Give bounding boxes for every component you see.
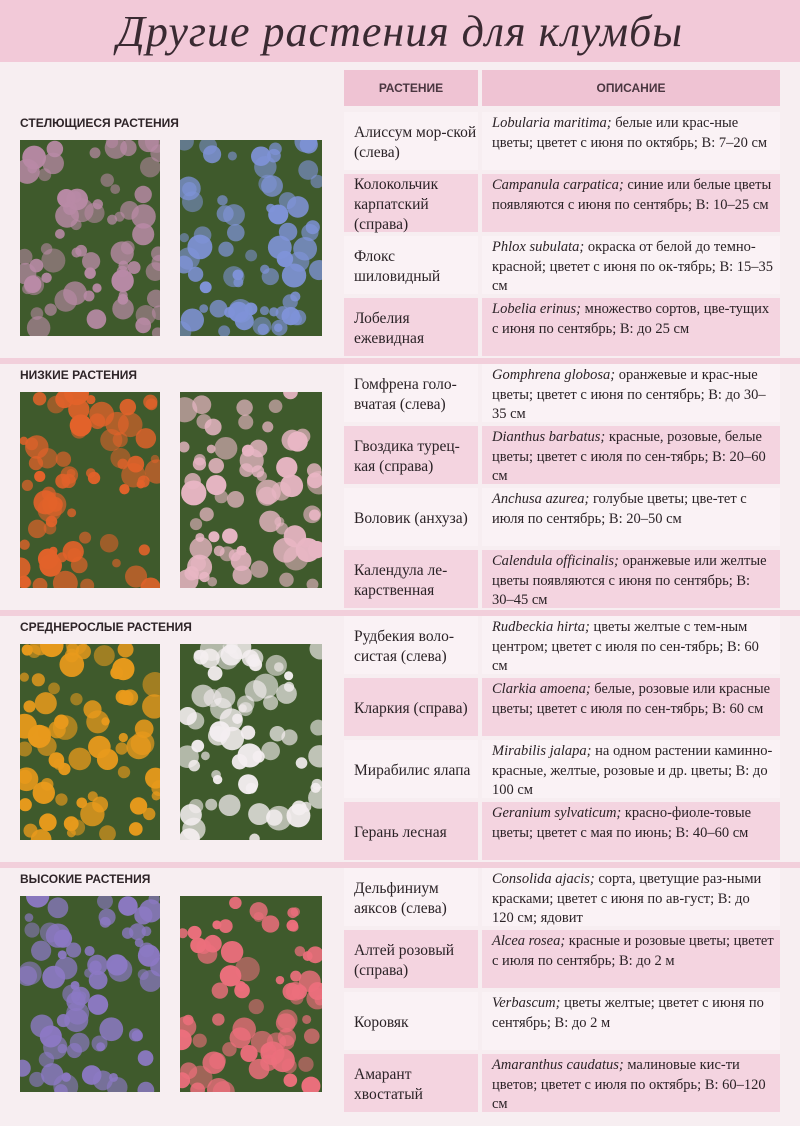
- plant-name: Коровяк: [344, 992, 478, 1050]
- description-text: белые или крас-ные цветы; цветет с июня по октябрь; В: 7–20 см: [492, 115, 768, 151]
- description-text: синие или белые цветы появляются с июня по сентябрь; В: 10–25 см: [492, 177, 772, 213]
- table-row: [344, 802, 780, 862]
- clarkia-photo: [180, 644, 322, 840]
- plant-name: Календула ле-карственная: [344, 550, 478, 608]
- table-row: [344, 930, 780, 990]
- plant-description: [482, 678, 780, 736]
- table-row: [344, 1054, 780, 1114]
- rudbeckia-photo: [20, 644, 160, 840]
- plant-description: [482, 802, 780, 860]
- plant-name: Кларкия (справа): [344, 678, 478, 736]
- plant-name: Мирабилис ялапа: [344, 740, 478, 798]
- section-label: СРЕДНЕРОСЛЫЕ РАСТЕНИЯ: [20, 620, 192, 634]
- table-row: [344, 426, 780, 486]
- table-row: [344, 868, 780, 928]
- plant-description: [482, 236, 780, 294]
- latin-name: Clarkia amoena;: [492, 681, 591, 697]
- plant-name: Лобелия ежевидная: [344, 298, 478, 356]
- table-row: [344, 678, 780, 738]
- hollyhock-photo: [180, 896, 322, 1092]
- latin-name: Gomphrena globosa;: [492, 367, 616, 383]
- plant-name: Воловик (анхуза): [344, 488, 478, 546]
- section-label: НИЗКИЕ РАСТЕНИЯ: [20, 368, 138, 382]
- section-label: СТЕЛЮЩИЕСЯ РАСТЕНИЯ: [20, 116, 179, 130]
- table-row: [344, 364, 780, 424]
- description-text: красные и розовые цветы; цветет с июля по сентябрь; В: до 2 м: [492, 933, 774, 969]
- dianthus-photo: [180, 392, 322, 588]
- table-row: [344, 740, 780, 800]
- column-header-description: ОПИСАНИЕ: [482, 70, 780, 106]
- table-row: [344, 616, 780, 676]
- table-row: [344, 992, 780, 1052]
- latin-name: Geranium sylvaticum;: [492, 805, 622, 821]
- latin-name: Anchusa azurea;: [492, 491, 590, 507]
- description-text: красные, розовые, белые цветы; цветет с июля по сен-тябрь; В: 20–60 см: [492, 429, 766, 484]
- plant-name: Флокс шиловидный: [344, 236, 478, 294]
- plant-description: [482, 868, 780, 926]
- plant-name: Герань лесная: [344, 802, 478, 860]
- latin-name: Rudbeckia hirta;: [492, 619, 590, 635]
- description-text: множество сортов, цве-тущих с июня по сентябрь; В: до 25 см: [492, 301, 770, 337]
- plant-description: [482, 298, 780, 356]
- description-text: сорта, цветущие раз-ными красками; цветет с июня по ав-густ; В: до 120 см; ядовит: [492, 871, 762, 926]
- column-header-plant: РАСТЕНИЕ: [344, 70, 478, 106]
- description-text: оранжевые или желтые цветы появляются с июня по сентябрь; В: 30–45 см: [492, 553, 767, 608]
- plant-description: [482, 488, 780, 546]
- gomphrena-photo: [20, 392, 160, 588]
- plant-name: Алтей розовый (справа): [344, 930, 478, 988]
- delphinium-photo: [20, 896, 160, 1092]
- plant-name: Амарант хвостатый: [344, 1054, 478, 1112]
- latin-name: Alcea rosea;: [492, 933, 566, 949]
- plant-description: [482, 112, 780, 170]
- plant-description: [482, 364, 780, 422]
- plant-description: [482, 930, 780, 988]
- description-text: красно-фиоле-товые цветы; цветет с мая по июнь; В: 40–60 см: [492, 805, 752, 841]
- plant-name: Дельфиниум аяксов (слева): [344, 868, 478, 926]
- description-text: малиновые кис-ти цветов; цветет с июля по октябрь; В: 60–120 см: [492, 1057, 766, 1112]
- latin-name: Dianthus barbatus;: [492, 429, 606, 445]
- latin-name: Campanula carpatica;: [492, 177, 624, 193]
- plant-description: [482, 550, 780, 608]
- description-text: белые, розовые или красные цветы; цветет с июля по сен-тябрь; В: 60 см: [492, 681, 771, 717]
- plant-description: [482, 740, 780, 798]
- section-label: ВЫСОКИЕ РАСТЕНИЯ: [20, 872, 151, 886]
- plant-description: [482, 1054, 780, 1112]
- description-text: оранжевые и крас-ные цветы; цветет с июня по сентябрь; В: до 30–35 см: [492, 367, 766, 422]
- table-row: [344, 550, 780, 610]
- page-title: Другие растения для клумбы: [116, 7, 684, 56]
- plant-name: Гвоздика турец-кая (справа): [344, 426, 478, 484]
- plant-description: [482, 992, 780, 1050]
- latin-name: Phlox subulata;: [492, 239, 585, 255]
- description-text: цветы желтые с тем-ным центром; цветет с июля по сен-тябрь; В: 60 см: [492, 619, 759, 674]
- latin-name: Consolida ajacis;: [492, 871, 595, 887]
- table-row: [344, 236, 780, 296]
- plant-name: Рудбекия воло-систая (слева): [344, 616, 478, 674]
- description-text: цветы желтые; цветет с июня по сентябрь; В: до 2 м: [492, 995, 764, 1031]
- plant-name: Алиссум мор-ской (слева): [344, 112, 478, 170]
- plant-name: Гомфрена голо-вчатая (слева): [344, 364, 478, 422]
- table-row: [344, 174, 780, 234]
- latin-name: Lobelia erinus;: [492, 301, 582, 317]
- bellflower-photo: [180, 140, 322, 336]
- plant-description: [482, 616, 780, 674]
- latin-name: Amaranthus caudatus;: [492, 1057, 624, 1073]
- table-row: [344, 298, 780, 358]
- table-row: [344, 112, 780, 172]
- plant-description: [482, 426, 780, 484]
- latin-name: Lobularia maritima;: [492, 115, 612, 131]
- table-row: [344, 488, 780, 548]
- plant-description: [482, 174, 780, 232]
- latin-name: Calendula officinalis;: [492, 553, 619, 569]
- latin-name: Verbascum;: [492, 995, 561, 1011]
- description-text: окраска от белой до темно-красной; цветет с июня по ок-тябрь; В: 15–35 см: [492, 239, 774, 294]
- description-text: голубые цветы; цве-тет с июля по сентябрь; В: 20–50 см: [492, 491, 747, 527]
- latin-name: Mirabilis jalapa;: [492, 743, 592, 759]
- description-text: на одном растении каминно-красные, желтые, розовые и др. цветы; В: до 100 см: [492, 743, 773, 798]
- plant-name: Колокольчик карпатский (справа): [344, 174, 478, 232]
- alyssum-photo: [20, 140, 160, 336]
